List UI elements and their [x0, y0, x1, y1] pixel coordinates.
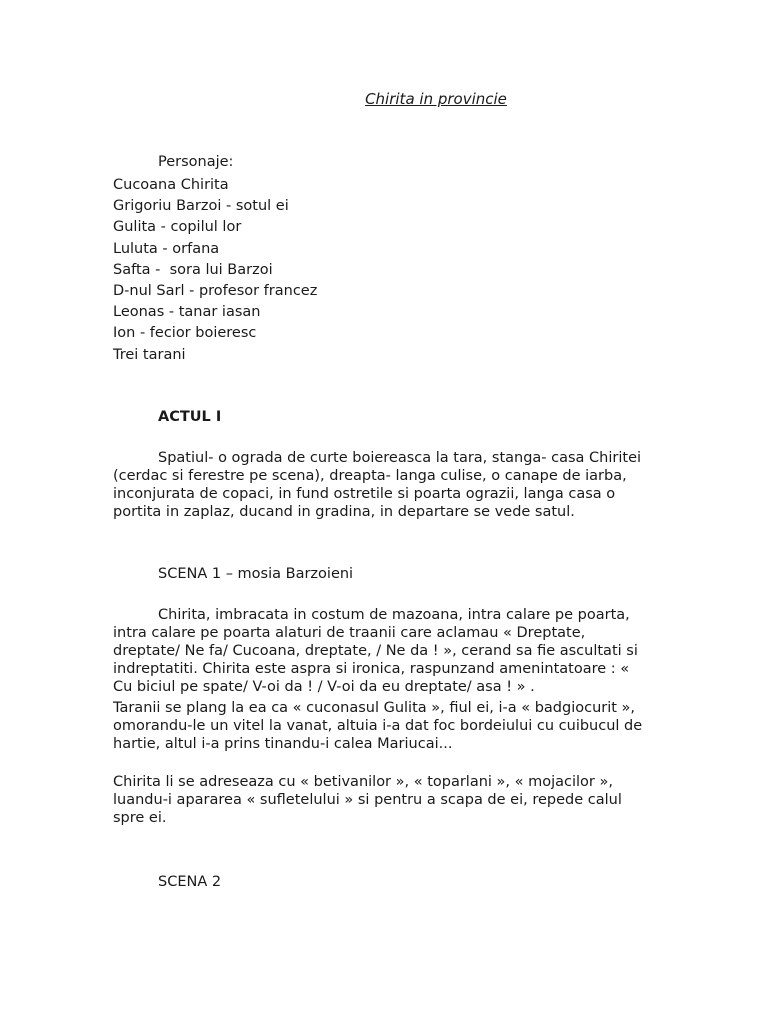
setting-text: Spatiul- o ograda de curte boiereasca la tara, stanga- casa Chiritei (cerdac si ferestre pe scena), dreapta- langa culise, o canape de iarba, inconjurata de copaci, in fund ostretile si poarta ograzii, langa casa o portita in zaplaz, ducand in gradina, in departare se vede satul. [113, 450, 642, 520]
scene1-paragraph-1-text: Chirita, imbracata in costum de mazoana, intra calare pe poarta, intra calare pe poarta alaturi de traanii care aclamau « Dreptate, dreptate/ Ne fa/ Cucoana, dreptate, / Ne da ! », cerand sa fie ascultati si indreptatiti. Chirita este aspra si ironica, raspunzand amenintatoare : « Cu biciul pe spate/ V-oi da ! / V-oi da eu dreptate/ asa ! » . [113, 607, 638, 695]
scene2-title: SCENA 2 [158, 874, 222, 890]
cast-item: Safta - sora lui Barzoi [113, 261, 273, 278]
cast-item: Trei tarani [113, 346, 186, 363]
cast-item: Cucoana Chirita [113, 177, 229, 193]
cast-item: D-nul Sarl - profesor francez [113, 282, 318, 299]
cast-list [113, 175, 317, 366]
cast-item: Gulita - copilul lor [113, 219, 242, 236]
setting-paragraph [113, 449, 648, 521]
act-title: ACTUL I [158, 409, 222, 425]
scene1-title: SCENA 1 – mosia Barzoieni [158, 566, 354, 582]
document-title: Chirita in provincie [365, 90, 507, 108]
cast-item: Luluta - orfana [113, 240, 220, 257]
cast-item: Ion - fecior boieresc [113, 325, 257, 342]
cast-item: Leonas - tanar iasan [113, 304, 261, 321]
cast-heading: Personaje: [158, 154, 234, 170]
scene1-paragraph-1 [113, 606, 648, 696]
scene1-paragraph-2: Taranii se plang la ea ca « cuconasul Gulita », fiul ei, i-a « badgiocurit », omorandu-le un vitel la vanat, altuia i-a dat foc bordeiului cu cuibucul de hartie, altul i-a prins tinandu-i calea Mariucai... [113, 700, 643, 752]
scene1-paragraph-3: Chirita li se adreseaza cu « betivanilor », « toparlani », « mojacilor », luandu-i apararea « sufletelului » si pentru a scapa de ei, repede calul spre ei. [113, 774, 622, 826]
cast-item: Grigoriu Barzoi - sotul ei [113, 198, 289, 215]
